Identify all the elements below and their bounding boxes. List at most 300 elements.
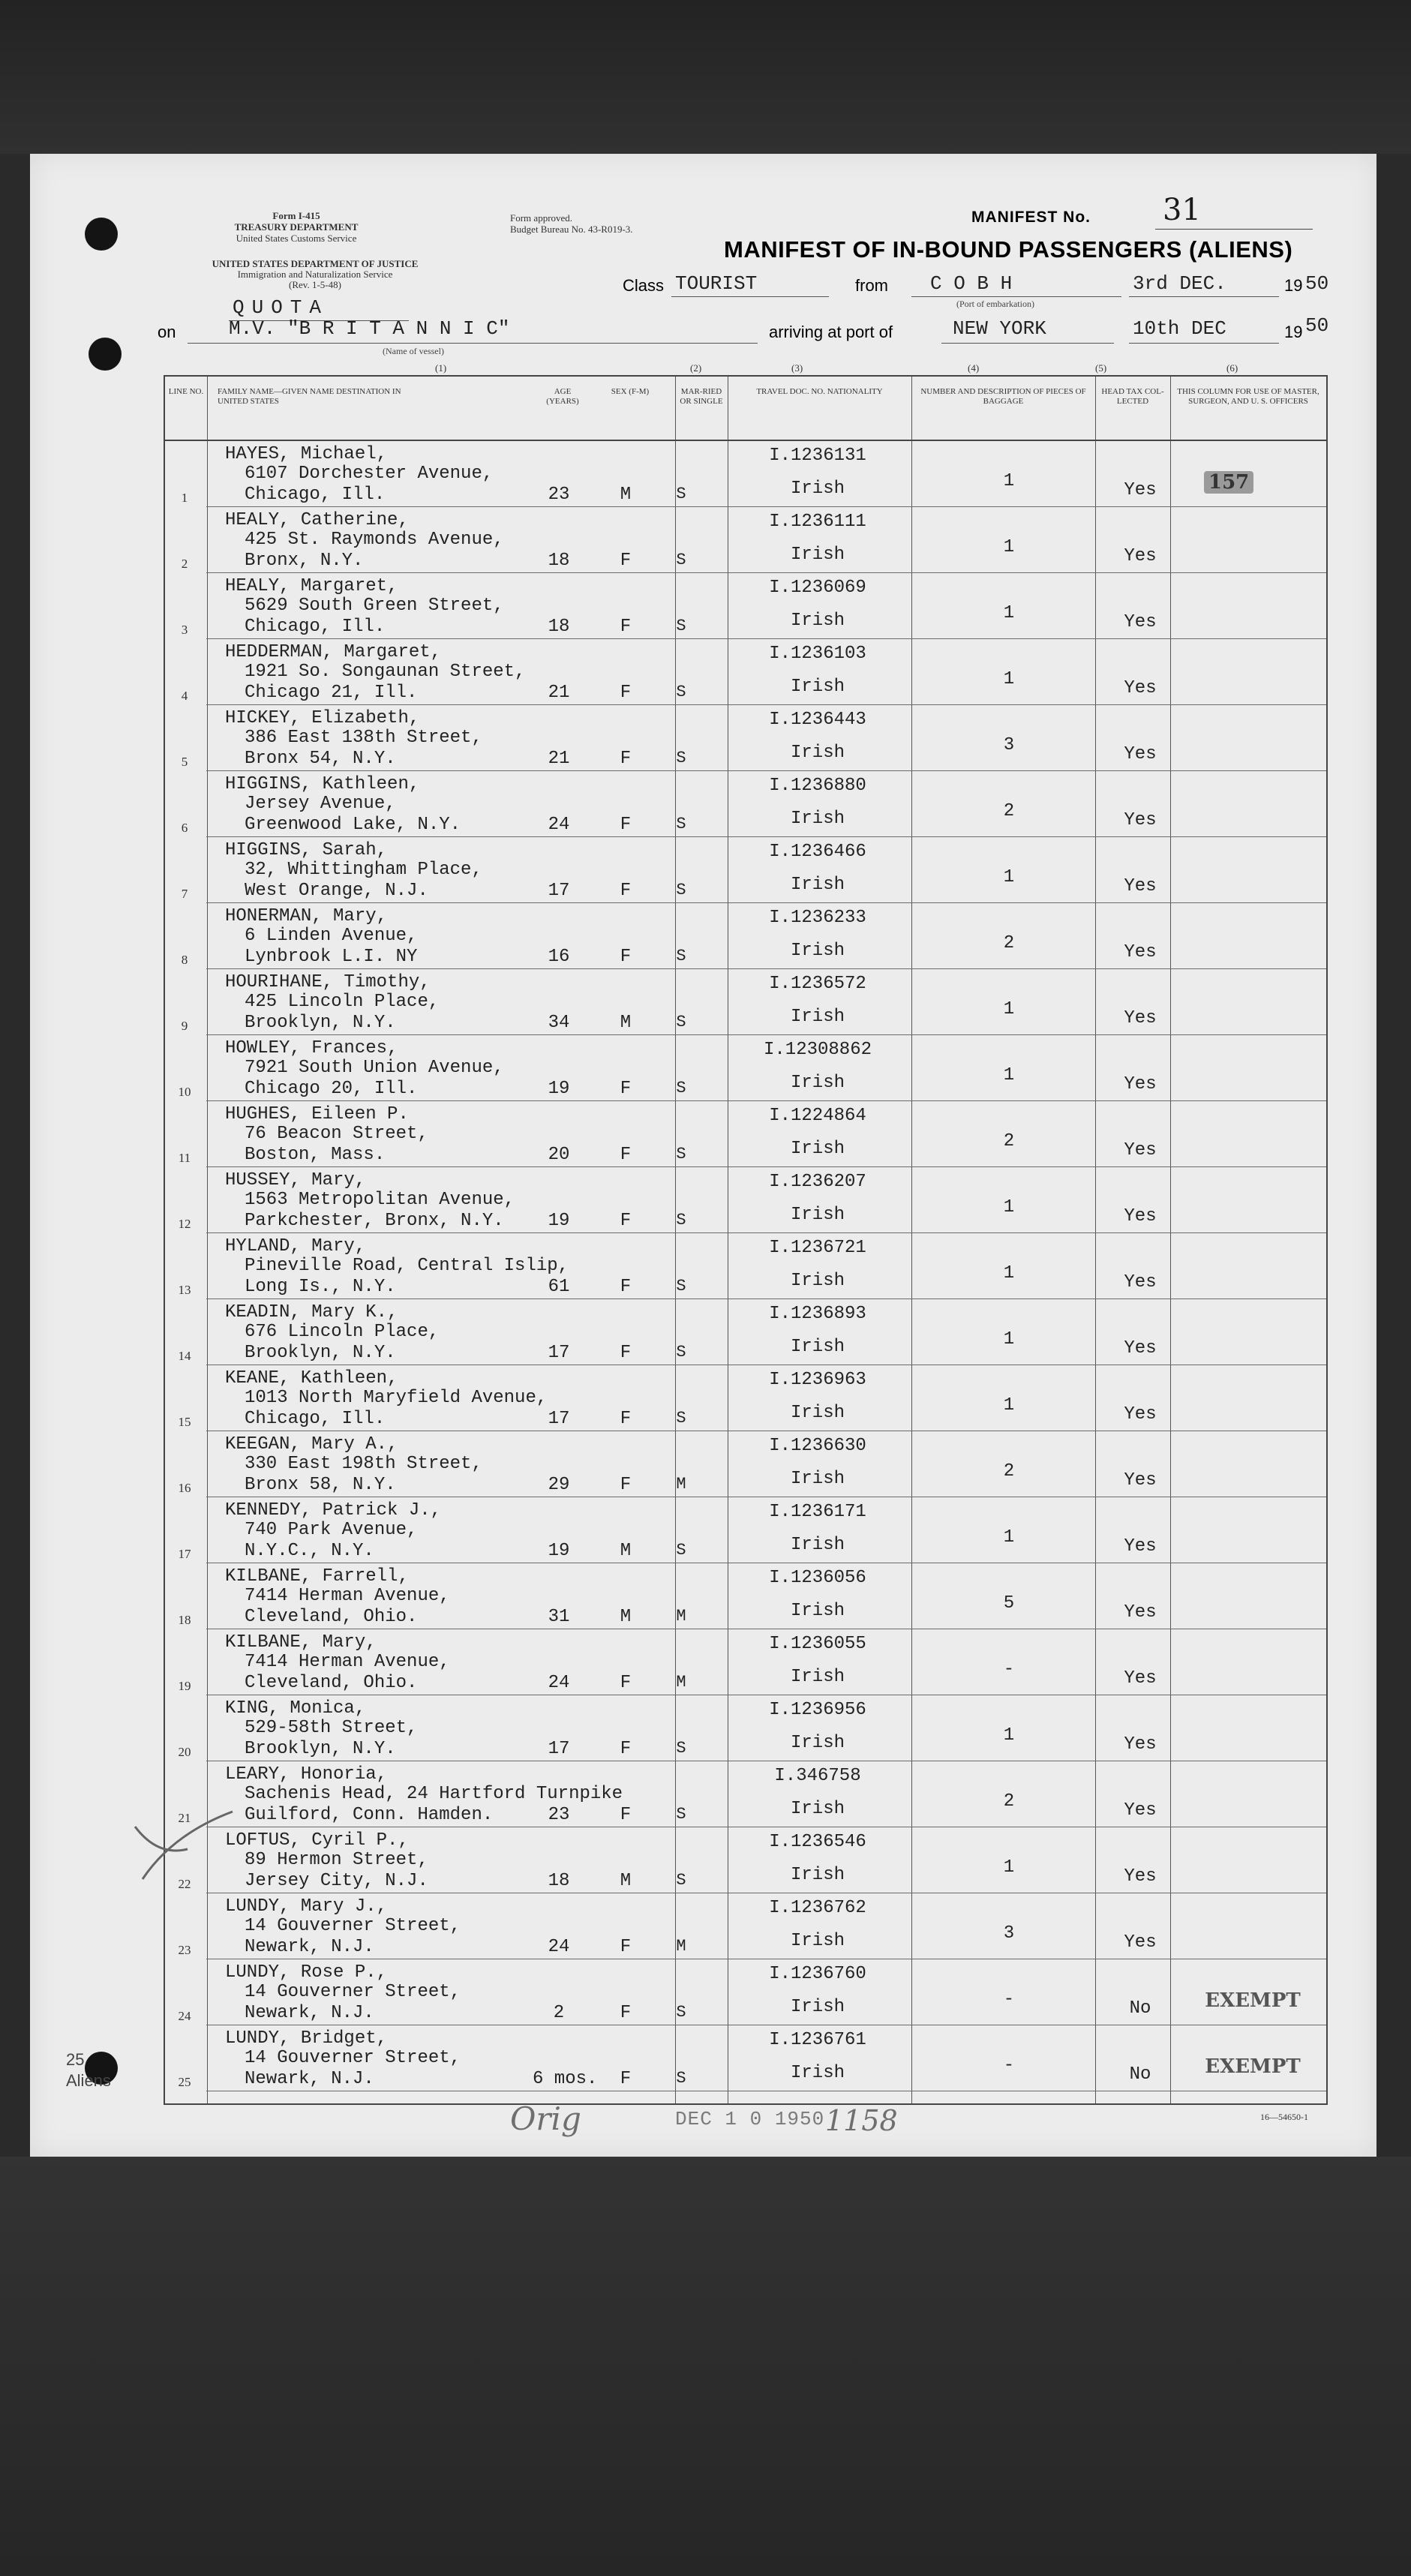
nationality: Irish — [790, 1073, 845, 1093]
baggage-count: 3 — [1003, 1923, 1015, 1944]
travel-doc-number: I.1236721 — [769, 1238, 866, 1258]
column-number: (1) — [435, 362, 447, 374]
pencil-note: 1158 — [825, 2104, 898, 2137]
scan-background-bottom — [0, 2157, 1411, 2576]
line-number: 14 — [178, 1349, 191, 1363]
line-number: 25 — [178, 2075, 191, 2089]
nationality: Irish — [790, 479, 845, 499]
arrival-year-prefix: 19 — [1284, 323, 1303, 341]
address-line-1: 14 Gouverner Street, — [245, 1916, 461, 1936]
passenger-name: KING, Monica, — [225, 1698, 366, 1719]
column-number: (2) — [690, 362, 702, 374]
travel-doc-number: I.1236546 — [769, 1832, 866, 1852]
address-line-1: 529-58th Street, — [245, 1718, 418, 1738]
header-name: FAMILY NAME—GIVEN NAME DESTINATION IN UNITED STATES — [218, 387, 401, 406]
head-tax-collected: Yes — [1124, 546, 1157, 566]
address-line-1: 76 Beacon Street, — [245, 1124, 428, 1144]
header-line-no: LINE NO. — [168, 387, 204, 396]
line-number: 7 — [181, 887, 188, 901]
baggage-count: 2 — [1003, 1461, 1015, 1482]
nationality: Irish — [790, 1205, 845, 1225]
column-number: (5) — [1095, 362, 1107, 374]
arrival-port: NEW YORK — [953, 317, 1046, 340]
head-tax-collected: Yes — [1124, 810, 1157, 830]
line-number: 13 — [178, 1283, 191, 1297]
baggage-count: 1 — [1003, 1065, 1015, 1085]
address-line-2: Chicago 20, Ill. — [245, 1079, 418, 1099]
nationality: Irish — [790, 2063, 845, 2083]
nationality: Irish — [790, 875, 845, 895]
date-stamp: DEC 1 0 1950 — [675, 2108, 825, 2130]
address-line-1: 425 St. Raymonds Avenue, — [245, 530, 504, 550]
sex-value: F — [620, 1145, 632, 1165]
nationality: Irish — [790, 611, 845, 631]
nationality: Irish — [790, 677, 845, 697]
manifest-number: 31 — [1163, 193, 1201, 227]
sex-value: F — [620, 1079, 632, 1099]
marital-status: S — [676, 551, 686, 569]
address-line-1: 6107 Dorchester Avenue, — [245, 464, 494, 484]
address-line-2: Greenwood Lake, N.Y. — [245, 815, 461, 835]
passenger-name: KILBANE, Mary, — [225, 1632, 377, 1653]
baggage-count: 1 — [1003, 867, 1015, 887]
travel-doc-number: I.1236233 — [769, 908, 866, 928]
marital-status: S — [676, 881, 686, 899]
sex-value: F — [620, 683, 632, 703]
passenger-name: HOWLEY, Frances, — [225, 1038, 398, 1058]
arriving-label: arriving at port of — [769, 323, 893, 341]
column-number: (3) — [791, 362, 803, 374]
table-row — [165, 2025, 1326, 2091]
line-number: 19 — [178, 1679, 191, 1693]
head-tax-collected: Yes — [1124, 1866, 1157, 1887]
passenger-name: HEALY, Catherine, — [225, 510, 409, 530]
travel-doc-number: I.1236630 — [769, 1436, 866, 1456]
aliens-count: 25 — [66, 2050, 85, 2069]
baggage-count: 1 — [1003, 1857, 1015, 1878]
sex-value: M — [620, 1607, 632, 1627]
baggage-count: 1 — [1003, 669, 1015, 689]
address-line-2: Chicago 21, Ill. — [245, 683, 418, 703]
line-number: 3 — [181, 623, 188, 637]
sex-value: M — [620, 1541, 632, 1561]
passenger-name: HEALY, Margaret, — [225, 576, 398, 596]
sex-value: F — [620, 815, 632, 835]
address-line-2: Lynbrook L.I. NY — [245, 947, 418, 967]
address-line-1: Pineville Road, Central Islip, — [245, 1256, 569, 1276]
table-row — [165, 1035, 1326, 1101]
table-row — [165, 1167, 1326, 1233]
passenger-name: LUNDY, Mary J., — [225, 1896, 388, 1917]
address-line-1: 425 Lincoln Place, — [245, 992, 440, 1012]
approval-note — [510, 212, 633, 235]
table-row — [165, 441, 1326, 507]
header-head-tax: HEAD TAX COL-LECTED — [1101, 387, 1164, 406]
manifest-number-label: MANIFEST No. — [971, 209, 1091, 226]
line-number: 20 — [178, 1745, 191, 1759]
address-line-1: 676 Lincoln Place, — [245, 1322, 440, 1342]
address-line-1: 5629 South Green Street, — [245, 596, 504, 616]
address-line-2: Jersey City, N.J. — [245, 1871, 428, 1891]
travel-doc-number: I.1236572 — [769, 974, 866, 994]
marital-status: S — [676, 1079, 686, 1097]
age-value: 18 — [548, 551, 570, 571]
passenger-table — [164, 375, 1328, 2105]
port-of-embarkation: C O B H — [930, 272, 1013, 295]
marital-status: S — [676, 749, 686, 767]
baggage-count: 1 — [1003, 1263, 1015, 1283]
nationality: Irish — [790, 1535, 845, 1555]
head-tax-collected: No — [1129, 1998, 1151, 2019]
nationality: Irish — [790, 1337, 845, 1357]
line-number: 2 — [181, 557, 188, 571]
line-number: 1 — [181, 491, 188, 505]
passenger-name: KENNEDY, Patrick J., — [225, 1500, 442, 1521]
departure-year: 50 — [1305, 272, 1329, 295]
head-tax-collected: Yes — [1124, 1206, 1157, 1226]
treasury-label: TREASURY DEPARTMENT — [234, 221, 359, 233]
departure-date: 3rd DEC. — [1133, 272, 1226, 295]
head-tax-collected: Yes — [1124, 1932, 1157, 1953]
marital-status: S — [676, 947, 686, 965]
baggage-count: 1 — [1003, 537, 1015, 557]
passenger-name: HIGGINS, Kathleen, — [225, 774, 420, 794]
baggage-count: 2 — [1003, 801, 1015, 821]
nationality: Irish — [790, 1799, 845, 1819]
sex-value: F — [620, 1277, 632, 1297]
binder-hole — [85, 218, 118, 251]
aliens-label: Aliens — [66, 2071, 111, 2090]
table-row — [165, 1827, 1326, 1893]
age-value: 17 — [548, 1343, 570, 1363]
address-line-2: Boston, Mass. — [245, 1145, 386, 1165]
address-line-2: West Orange, N.J. — [245, 881, 428, 901]
sex-value: F — [620, 1739, 632, 1759]
age-value: 23 — [548, 485, 570, 505]
page-title: MANIFEST OF IN-BOUND PASSENGERS (ALIENS) — [724, 236, 1293, 263]
table-row — [165, 1563, 1326, 1629]
address-line-1: 7921 South Union Avenue, — [245, 1058, 504, 1078]
nationality: Irish — [790, 1733, 845, 1753]
address-line-1: 14 Gouverner Street, — [245, 1982, 461, 2002]
baggage-count: - — [1003, 2055, 1015, 2076]
marital-status: S — [676, 1871, 686, 1890]
travel-doc-number: I.1236956 — [769, 1700, 866, 1720]
head-tax-collected: Yes — [1124, 1008, 1157, 1028]
address-line-1: 32, Whittingham Place, — [245, 860, 482, 880]
head-tax-collected: Yes — [1124, 480, 1157, 500]
table-row — [165, 1101, 1326, 1167]
scan-background-top — [0, 0, 1411, 154]
header-officers: THIS COLUMN FOR USE OF MASTER, SURGEON, AND U. S. OFFICERS — [1177, 387, 1319, 406]
arrival-date: 10th DEC — [1133, 317, 1226, 340]
address-line-1: 7414 Herman Avenue, — [245, 1652, 450, 1672]
head-tax-collected: Yes — [1124, 1272, 1157, 1293]
head-tax-collected: Yes — [1124, 1536, 1157, 1557]
table-row — [165, 1365, 1326, 1431]
nationality: Irish — [790, 1997, 845, 2017]
marital-status: S — [676, 1805, 686, 1824]
passenger-name: KEANE, Kathleen, — [225, 1368, 398, 1389]
passenger-name: HEDDERMAN, Margaret, — [225, 642, 442, 662]
sex-value: F — [620, 1475, 632, 1495]
age-value: 20 — [548, 1145, 570, 1165]
address-line-1: 1013 North Maryfield Avenue, — [245, 1388, 548, 1408]
header-age: AGE (YEARS) — [546, 387, 579, 406]
marital-status: S — [676, 1541, 686, 1560]
line-number: 21 — [178, 1811, 191, 1825]
head-tax-collected: Yes — [1124, 1668, 1157, 1689]
passenger-name: HIGGINS, Sarah, — [225, 840, 388, 860]
travel-doc-number: I.1236963 — [769, 1370, 866, 1390]
line-number: 5 — [181, 755, 188, 769]
head-tax-collected: Yes — [1124, 942, 1157, 962]
form-identifier — [169, 210, 424, 244]
marital-status: S — [676, 485, 686, 503]
header-baggage: NUMBER AND DESCRIPTION OF PIECES OF BAGGAGE — [920, 387, 1086, 406]
table-row — [165, 771, 1326, 837]
passenger-name: LOFTUS, Cyril P., — [225, 1830, 409, 1851]
head-tax-collected: Yes — [1124, 1404, 1157, 1425]
travel-doc-number: I.1236055 — [769, 1634, 866, 1654]
passenger-name: KEEGAN, Mary A., — [225, 1434, 398, 1455]
travel-doc-number: I.12308862 — [763, 1040, 872, 1060]
age-value: 2 — [553, 2003, 565, 2023]
officer-mark: 157 — [1204, 471, 1253, 494]
travel-doc-number: I.346758 — [774, 1766, 861, 1786]
sex-value: F — [620, 1211, 632, 1231]
header-travel-doc: TRAVEL DOC. NO. NATIONALITY — [756, 387, 883, 396]
nationality: Irish — [790, 1271, 845, 1291]
head-tax-collected: Yes — [1124, 1734, 1157, 1755]
head-tax-collected: Yes — [1124, 744, 1157, 764]
sex-value: F — [620, 1343, 632, 1363]
age-value: 17 — [548, 1409, 570, 1429]
passenger-name: HYLAND, Mary, — [225, 1236, 366, 1256]
head-tax-collected: Yes — [1124, 612, 1157, 632]
line-number: 18 — [178, 1613, 191, 1627]
age-value: 61 — [548, 1277, 570, 1297]
address-line-2: Bronx, N.Y. — [245, 551, 364, 571]
header-sex: SEX (F-M) — [611, 387, 650, 396]
baggage-count: 1 — [1003, 1197, 1015, 1217]
age-value: 18 — [548, 617, 570, 637]
age-value: 24 — [548, 815, 570, 835]
line-number: 16 — [178, 1481, 191, 1495]
address-line-2: N.Y.C., N.Y. — [245, 1541, 374, 1561]
line-number: 11 — [178, 1151, 191, 1165]
sex-value: F — [620, 1805, 632, 1825]
sex-value: F — [620, 749, 632, 769]
ins-label: Immigration and Naturalization Service — [237, 269, 393, 280]
nationality: Irish — [790, 1469, 845, 1489]
vessel-name: M.V. "B R I T A N N I C" — [229, 317, 510, 340]
head-tax-collected: Yes — [1124, 1602, 1157, 1623]
passenger-name: KEADIN, Mary K., — [225, 1302, 398, 1323]
sex-value: F — [620, 2003, 632, 2023]
passenger-name: LUNDY, Rose P., — [225, 1962, 388, 1983]
nationality: Irish — [790, 743, 845, 763]
header-married: MAR-RIED OR SINGLE — [680, 387, 723, 406]
address-line-2: Chicago, Ill. — [245, 1409, 386, 1429]
address-line-2: Brooklyn, N.Y. — [245, 1343, 396, 1363]
table-row — [165, 903, 1326, 969]
table-row — [165, 1629, 1326, 1695]
nationality: Irish — [790, 1139, 845, 1159]
head-tax-collected: Yes — [1124, 1140, 1157, 1160]
justice-label: UNITED STATES DEPARTMENT OF JUSTICE — [212, 258, 419, 269]
head-tax-collected: Yes — [1124, 1800, 1157, 1821]
sex-value: F — [620, 551, 632, 571]
baggage-count: 2 — [1003, 933, 1015, 953]
budget-label: Budget Bureau No. 43-R019-3. — [510, 224, 633, 235]
table-row — [165, 573, 1326, 639]
marital-status: S — [676, 1277, 686, 1296]
class-value: TOURIST — [675, 272, 758, 295]
pencil-check-marks — [68, 529, 293, 2104]
head-tax-collected: Yes — [1124, 1338, 1157, 1359]
nationality: Irish — [790, 1667, 845, 1687]
baggage-count: - — [1003, 1989, 1015, 2010]
age-value: 31 — [548, 1607, 570, 1627]
travel-doc-number: I.1236880 — [769, 776, 866, 796]
line-number: 6 — [181, 821, 188, 835]
class-label: Class — [623, 276, 665, 295]
nationality: Irish — [790, 941, 845, 961]
marital-status: S — [676, 1013, 686, 1031]
address-line-2: Bronx 58, N.Y. — [245, 1475, 396, 1495]
travel-doc-number: I.1236443 — [769, 710, 866, 730]
baggage-count: 2 — [1003, 1791, 1015, 1812]
head-tax-collected: Yes — [1124, 1074, 1157, 1094]
age-value: 23 — [548, 1805, 570, 1825]
head-tax-collected: Yes — [1124, 678, 1157, 698]
table-row — [165, 969, 1326, 1035]
address-line-1: 6 Linden Avenue, — [245, 926, 418, 946]
age-value: 17 — [548, 881, 570, 901]
travel-doc-number: I.1236131 — [769, 446, 866, 466]
address-line-1: 89 Hermon Street, — [245, 1850, 428, 1870]
address-line-2: Newark, N.J. — [245, 2003, 374, 2023]
travel-doc-number: I.1236111 — [769, 512, 866, 532]
travel-doc-number: I.1236056 — [769, 1568, 866, 1588]
travel-doc-number: I.1236760 — [769, 1964, 866, 1984]
sex-value: F — [620, 881, 632, 901]
age-value: 24 — [548, 1673, 570, 1693]
address-line-2: Newark, N.J. — [245, 2069, 374, 2089]
port-caption: (Port of embarkation) — [956, 299, 1034, 309]
address-line-1: 740 Park Avenue, — [245, 1520, 418, 1540]
travel-doc-number: I.1236761 — [769, 2030, 866, 2050]
address-line-1: 7414 Herman Avenue, — [245, 1586, 450, 1606]
age-value: 29 — [548, 1475, 570, 1495]
travel-doc-number: I.1236103 — [769, 644, 866, 664]
passenger-name: HAYES, Michael, — [225, 444, 388, 464]
address-line-1: 1563 Metropolitan Avenue, — [245, 1190, 515, 1210]
form-number: Form I-415 — [272, 210, 320, 221]
baggage-count: - — [1003, 1659, 1015, 1680]
age-value: 6 mos. — [533, 2069, 598, 2089]
age-value: 19 — [548, 1211, 570, 1231]
table-row — [165, 1299, 1326, 1365]
age-value: 21 — [548, 683, 570, 703]
passenger-name: LUNDY, Bridget, — [225, 2028, 388, 2049]
travel-doc-number: I.1224864 — [769, 1106, 866, 1126]
departure-year-prefix: 19 — [1284, 276, 1303, 295]
nationality: Irish — [790, 1601, 845, 1621]
passenger-name: KILBANE, Farrell, — [225, 1566, 409, 1587]
nationality: Irish — [790, 1865, 845, 1885]
address-line-2: Cleveland, Ohio. — [245, 1607, 418, 1627]
age-value: 21 — [548, 749, 570, 769]
travel-doc-number: I.1236466 — [769, 842, 866, 862]
marital-status: S — [676, 815, 686, 833]
nationality: Irish — [790, 545, 845, 565]
address-line-2: Cleveland, Ohio. — [245, 1673, 418, 1693]
address-line-1: Sachenis Head, 24 Hartford Turnpike — [245, 1784, 623, 1804]
marital-status: S — [676, 1739, 686, 1758]
marital-status: M — [676, 1607, 686, 1626]
quota-label: QUOTA — [233, 296, 329, 319]
on-label: on — [158, 323, 176, 341]
address-line-2: Newark, N.J. — [245, 1937, 374, 1957]
department-block — [150, 259, 480, 290]
sex-value: F — [620, 1409, 632, 1429]
customs-label: United States Customs Service — [236, 233, 357, 244]
passenger-name: HUSSEY, Mary, — [225, 1170, 366, 1190]
age-value: 19 — [548, 1541, 570, 1561]
age-value: 24 — [548, 1937, 570, 1957]
table-row — [165, 1431, 1326, 1497]
table-row — [165, 1893, 1326, 1959]
marital-status: S — [676, 683, 686, 701]
address-line-2: Guilford, Conn. Hamden. — [245, 1805, 494, 1825]
address-line-1: Jersey Avenue, — [245, 794, 396, 814]
address-line-1: 386 East 138th Street, — [245, 728, 482, 748]
line-number: 24 — [178, 2009, 191, 2023]
marital-status: M — [676, 1937, 686, 1956]
address-line-2: Chicago, Ill. — [245, 617, 386, 637]
underline — [1155, 229, 1313, 230]
baggage-count: 1 — [1003, 471, 1015, 491]
column-number: (4) — [968, 362, 980, 374]
pencil-note: Orig — [510, 2100, 581, 2137]
address-line-2: Chicago, Ill. — [245, 485, 386, 505]
table-row — [165, 1497, 1326, 1563]
officer-mark: EXEMPT — [1205, 2055, 1301, 2078]
table-row — [165, 507, 1326, 573]
sex-value: M — [620, 1871, 632, 1891]
from-label: from — [855, 276, 888, 295]
address-line-2: Bronx 54, N.Y. — [245, 749, 396, 769]
baggage-count: 1 — [1003, 1725, 1015, 1746]
marital-status: M — [676, 1673, 686, 1692]
line-number: 4 — [181, 689, 188, 703]
form-code: 16—54650-1 — [1260, 2112, 1308, 2122]
table-row — [165, 1695, 1326, 1761]
age-value: 34 — [548, 1013, 570, 1033]
age-value: 17 — [548, 1739, 570, 1759]
age-value: 18 — [548, 1871, 570, 1891]
marital-status: M — [676, 1475, 686, 1494]
passenger-name: HICKEY, Elizabeth, — [225, 708, 420, 728]
table-row — [165, 1761, 1326, 1827]
line-number: 17 — [178, 1547, 191, 1561]
head-tax-collected: No — [1129, 2064, 1151, 2085]
address-line-1: 1921 So. Songaunan Street, — [245, 662, 526, 682]
table-row — [165, 1233, 1326, 1299]
binder-hole — [89, 338, 122, 371]
